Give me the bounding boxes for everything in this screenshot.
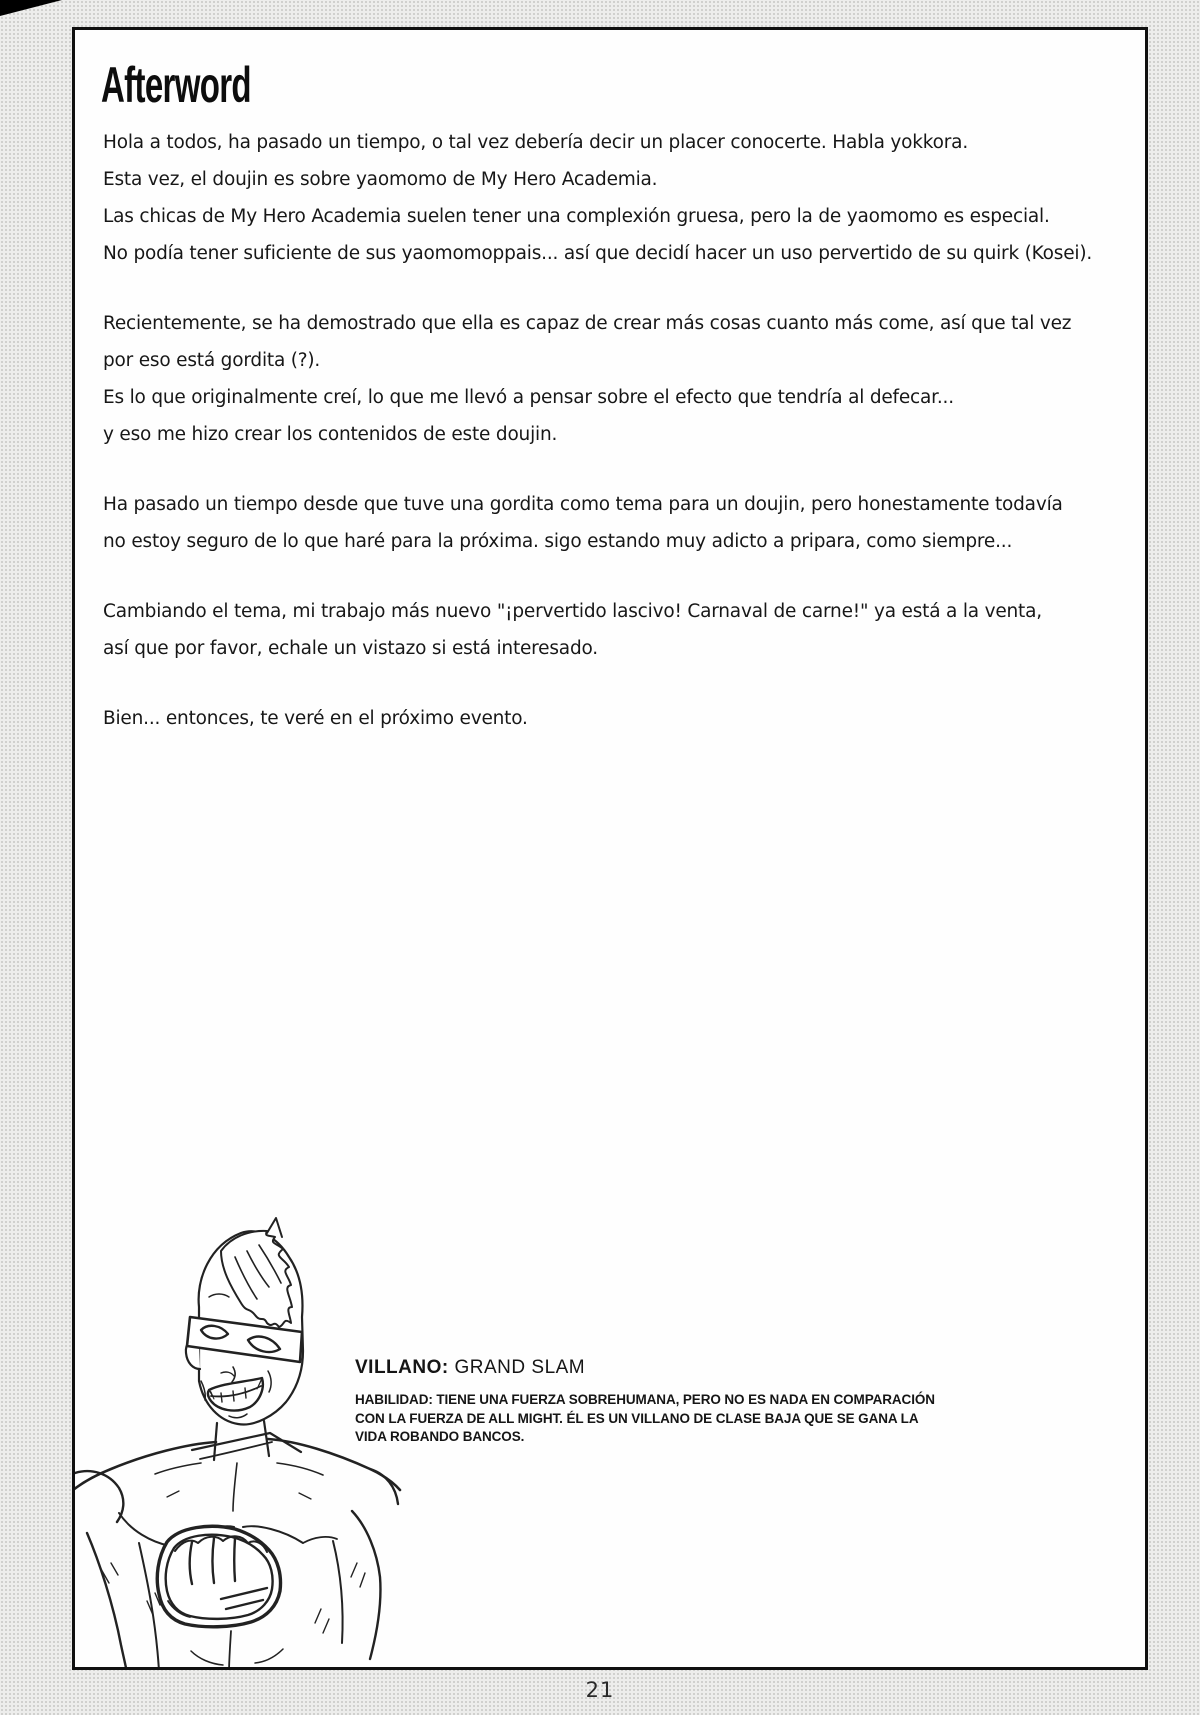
text-line: Bien... entonces, te veré en el próximo evento. xyxy=(103,708,528,729)
paragraph-2 xyxy=(103,305,1115,453)
scan-corner-artifact xyxy=(0,0,62,16)
villain-illustration xyxy=(72,1211,403,1670)
paragraph-5 xyxy=(103,700,1115,737)
text-line: Ha pasado un tiempo desde que tuve una gordita como tema para un doujin, pero honestamente todavía xyxy=(103,494,1063,515)
page-number: 21 xyxy=(585,1678,615,1702)
page-title: Afterword xyxy=(101,57,251,113)
villain-name-line xyxy=(355,1356,995,1380)
text-line: Hola a todos, ha pasado un tiempo, o tal vez debería decir un placer conocerte. Habla yokkora. xyxy=(103,132,968,153)
ability-line: HABILIDAD: TIENE UNA FUERZA SOBREHUMANA, PERO NO ES NADA EN COMPARACIÓN xyxy=(355,1392,935,1407)
text-line: no estoy seguro de lo que haré para la próxima. sigo estando muy adicto a pripara, como siempre... xyxy=(103,531,1013,552)
afterword-text xyxy=(103,124,1115,770)
text-line: Cambiando el tema, mi trabajo más nuevo "¡pervertido lascivo! Carnaval de carne!" ya está a la venta, xyxy=(103,601,1042,622)
text-line: Es lo que originalmente creí, lo que me llevó a pensar sobre el efecto que tendría al defecar... xyxy=(103,387,954,408)
text-line: Las chicas de My Hero Academia suelen tener una complexión gruesa, pero la de yaomomo es especial. xyxy=(103,206,1050,227)
fist-emblem-icon xyxy=(157,1526,280,1626)
ability-line: CON LA FUERZA DE ALL MIGHT. ÉL ES UN VILLANO DE CLASE BAJA QUE SE GANA LA xyxy=(355,1410,919,1426)
villain-card xyxy=(355,1356,995,1447)
text-line: así que por favor, echale un vistazo si está interesado. xyxy=(103,638,598,659)
paragraph-3 xyxy=(103,486,1115,560)
paragraph-1 xyxy=(103,124,1115,272)
villain-name: GRAND SLAM xyxy=(454,1357,586,1378)
paragraph-4 xyxy=(103,593,1115,667)
ability-line: VIDA ROBANDO BANCOS. xyxy=(355,1429,525,1444)
content-frame xyxy=(72,27,1148,1670)
villain-head xyxy=(186,1218,303,1424)
text-line: Esta vez, el doujin es sobre yaomomo de My Hero Academia. xyxy=(103,169,658,190)
villain-label: VILLANO: xyxy=(355,1357,449,1378)
text-line: y eso me hizo crear los contenidos de este doujin. xyxy=(103,424,558,445)
text-line: por eso está gordita (?). xyxy=(103,350,321,371)
villain-ability-text xyxy=(355,1391,995,1447)
text-line: Recientemente, se ha demostrado que ella es capaz de crear más cosas cuanto más come, así que tal vez xyxy=(103,313,1072,334)
text-line: No podía tener suficiente de sus yaomomoppais... así que decidí hacer un uso pervertido de su quirk (Kosei). xyxy=(103,243,1093,264)
